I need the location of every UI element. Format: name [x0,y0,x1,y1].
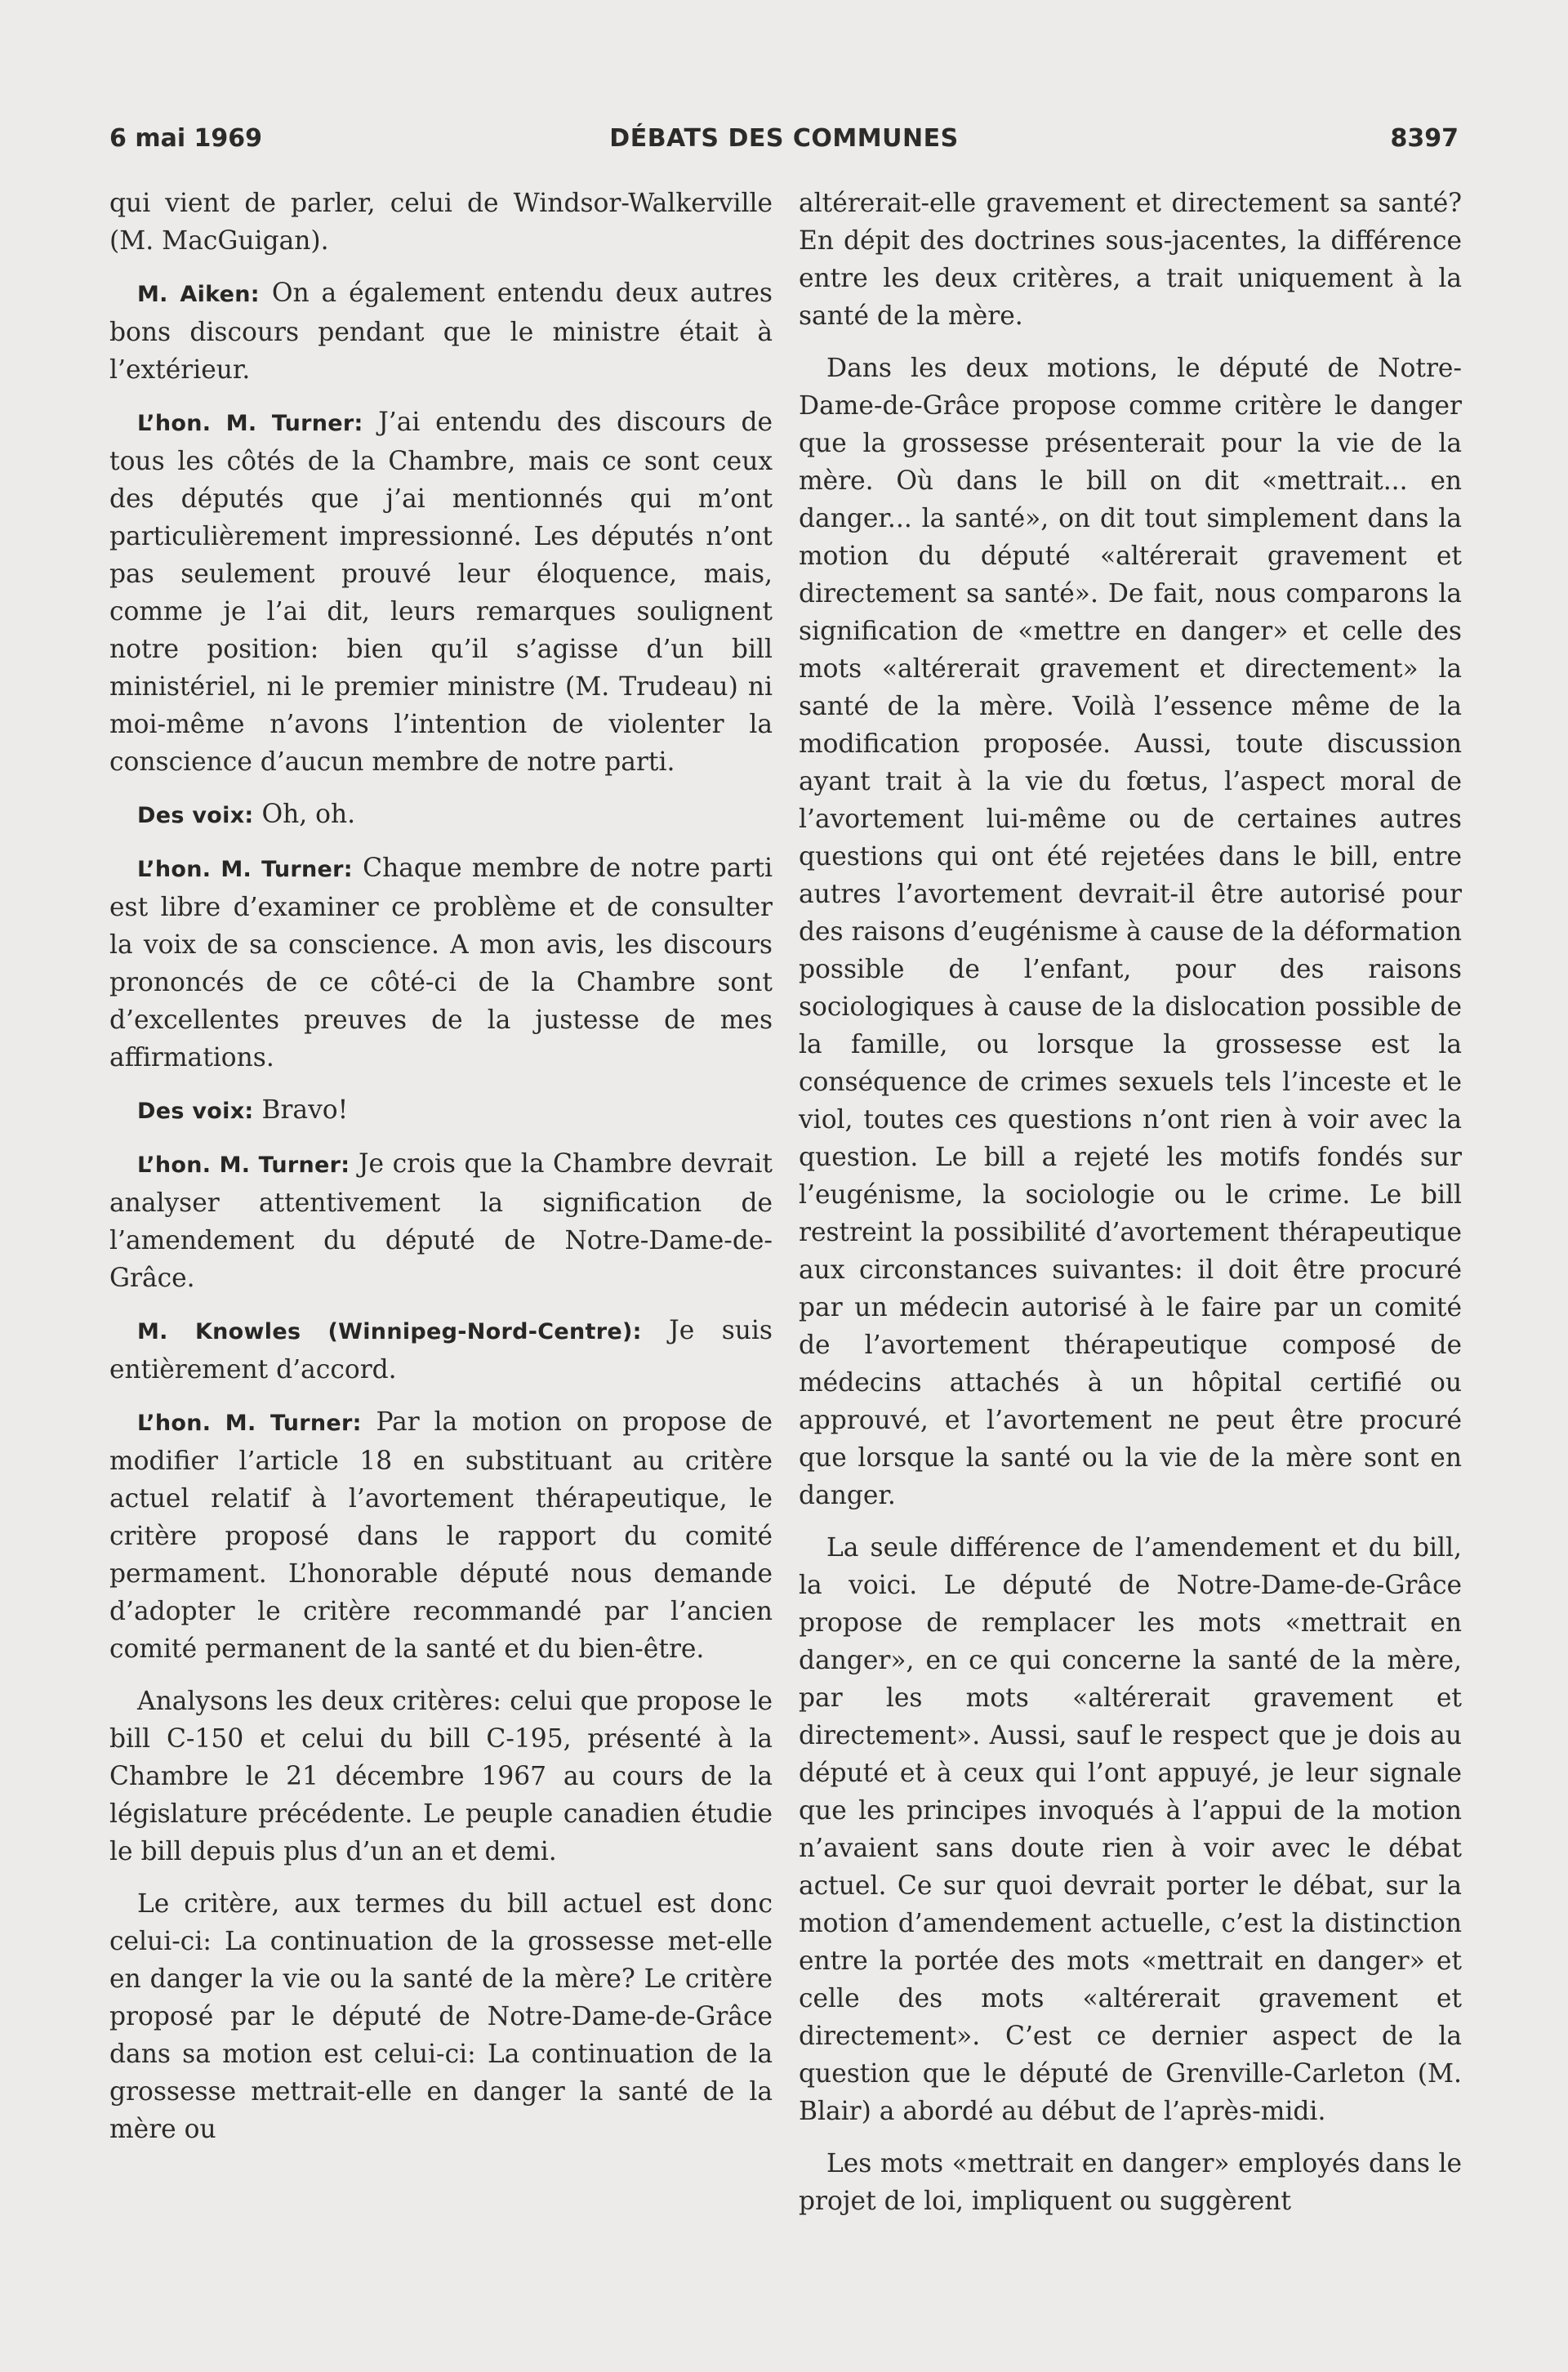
paragraph [109,1403,773,1668]
paragraph [109,1145,773,1297]
header-title: DÉBATS DES COMMUNES [609,124,959,153]
right-column [799,185,1462,2220]
paragraph-text: Analysons les deux critères: celui que propose le bill C-150 et celui du bill C-195, présenté à la Chambre le 21 décembre 1967 au cours de la législature précédente. Le peuple canadien étudie le bill depuis plus d’un an et demi. [109,1687,773,1866]
left-column [109,185,773,2148]
speaker-name: Des voix: [137,803,254,828]
paragraph [799,1529,1462,2130]
paragraph-text: Par la motion on propose de modifier l’article 18 en substituant au critère actuel relatif à l’avortement thérapeutique, le critère proposé dans le rapport du comité permament. L’honorable député nous demande d’adopter le critère recommandé par l’ancien comité permanent de la santé et du bien-être. [109,1407,773,1664]
paragraph-text: Je suis entièrement d’accord. [109,1316,773,1384]
speaker-name: M. Knowles (Winnipeg-Nord-Centre): [137,1319,642,1344]
paragraph-text: altérerait-elle gravement et directement sa santé? En dépit des doctrines sous-jacentes, la différence entre les deux critères, a trait uniquement à la santé de la mère. [799,189,1462,331]
paragraph [109,796,773,835]
speaker-name: L’hon. M. Turner: [137,1153,350,1178]
paragraph-text: Bravo! [261,1095,349,1125]
paragraph [109,849,773,1077]
header-date: 6 mai 1969 [109,124,263,153]
speaker-name: Des voix: [137,1099,254,1124]
paragraph-text: La seule différence de l’amendement et du bill, la voici. Le député de Notre-Dame-de-Grâce propose de remplacer les mots «mettrait en danger», en ce qui concerne la santé de la mère, par les mots «altérerait gravement et directement». Aussi, sauf le respect que je dois au député et à ceux qui l’ont appuyé, je leur signale que les principes invoqués à l’appui de la motion n’avaient sans doute rien à voir avec le débat actuel. Ce sur quoi devrait porter le débat, sur la motion d’amendement actuelle, c’est la distinction entre la portée des mots «mettrait en danger» et celle des mots «altérerait gravement et directement». C’est ce dernier aspect de la question que le député de Grenville-Carleton (M. Blair) a abordé au début de l’après-midi. [799,1533,1462,2126]
paragraph-text: Dans les deux motions, le député de Notre-Dame-de-Grâce propose comme critère le danger que la grossesse présenterait pour la vie de la mère. Où dans le bill on dit «mettrait... en danger... la santé», on dit tout simplement dans la motion du député «altérerait gravement et directement sa santé». De fait, nous comparons la signification de «mettre en danger» et celle des mots «altérerait gravement et directement» la santé de la mère. Voilà l’essence même de la modification proposée. Aussi, toute discussion ayant trait à la vie du fœtus, l’aspect moral de l’avortement lui-même ou de certaines autres questions qui ont été rejetées dans le bill, entre autres l’avortement devrait-il être autorisé pour des raisons d’eugénisme à cause de la déformation possible de l’enfant, pour des raisons sociologiques à cause de la dislocation possible de la famille, ou lorsque la grossesse est la conséquence de crimes sexuels tels l’inceste et le viol, toutes ces questions n’ont rien à voir avec la question. Le bill a rejeté les motifs fondés sur l’eugénisme, la sociologie ou le crime. Le bill restreint la possibilité d’avortement thérapeutique aux circonstances suivantes: il doit être procuré par un médecin autorisé à le faire par un comité de l’avortement thérapeutique composé de médecins attachés à un hôpital certifié ou approuvé, et l’avortement ne peut être procuré que lorsque la santé ou la vie de la mère sont en danger. [799,354,1462,1510]
running-header [109,124,1459,165]
paragraph-text: Les mots «mettrait en danger» employés dans le projet de loi, impliquent ou suggèrent [799,2149,1462,2216]
paragraph [109,404,773,781]
speaker-name: L’hon. M. Turner: [137,411,363,436]
paragraph [109,1885,773,2148]
page-number: 8397 [1390,124,1459,153]
paragraph-text: Chaque membre de notre parti est libre d’examiner ce problème et de consulter la voix de sa conscience. A mon avis, les discours prononcés de ce côté-ci de la Chambre sont d’excellentes preuves de la justesse de mes affirmations. [109,854,773,1072]
paragraph-text: Je crois que la Chambre devrait analyser attentivement la signification de l’amendement du député de Notre-Dame-de-Grâce. [109,1149,773,1293]
paragraph [109,185,773,260]
paragraph [799,185,1462,335]
paragraph-text: qui vient de parler, celui de Windsor-Walkerville (M. MacGuigan). [109,189,773,256]
paragraph [799,350,1462,1514]
paragraph-text: J’ai entendu des discours de tous les côtés de la Chambre, mais ce sont ceux des députés que j’ai mentionnés qui m’ont particulièrement impressionné. Les députés n’ont pas seulement prouvé leur éloquence, mais, comme je l’ai dit, leurs remarques soulignent notre position: bien qu’il s’agisse d’un bill ministériel, ni le premier ministre (M. Trudeau) ni moi-même n’avons l’intention de violenter la conscience d’aucun membre de notre parti. [109,408,773,777]
paragraph-text: On a également entendu deux autres bons discours pendant que le ministre était à l’extérieur. [109,279,773,385]
paragraph [799,2145,1462,2220]
paragraph-text: Le critère, aux termes du bill actuel est donc celui-ci: La continuation de la grossesse met-elle en danger la vie ou la santé de la mère? Le critère proposé par le député de Notre-Dame-de-Grâce dans sa motion est celui-ci: La continuation de la grossesse mettrait-elle en danger la santé de la mère ou [109,1889,773,2144]
paragraph [109,1312,773,1389]
speaker-name: M. Aiken: [137,282,260,307]
speaker-name: L’hon. M. Turner: [137,857,353,882]
paragraph [109,1091,773,1130]
paragraph [109,1683,773,1870]
paragraph [109,274,773,389]
speaker-name: L’hon. M. Turner: [137,1411,362,1436]
paragraph-text: Oh, oh. [261,800,356,829]
